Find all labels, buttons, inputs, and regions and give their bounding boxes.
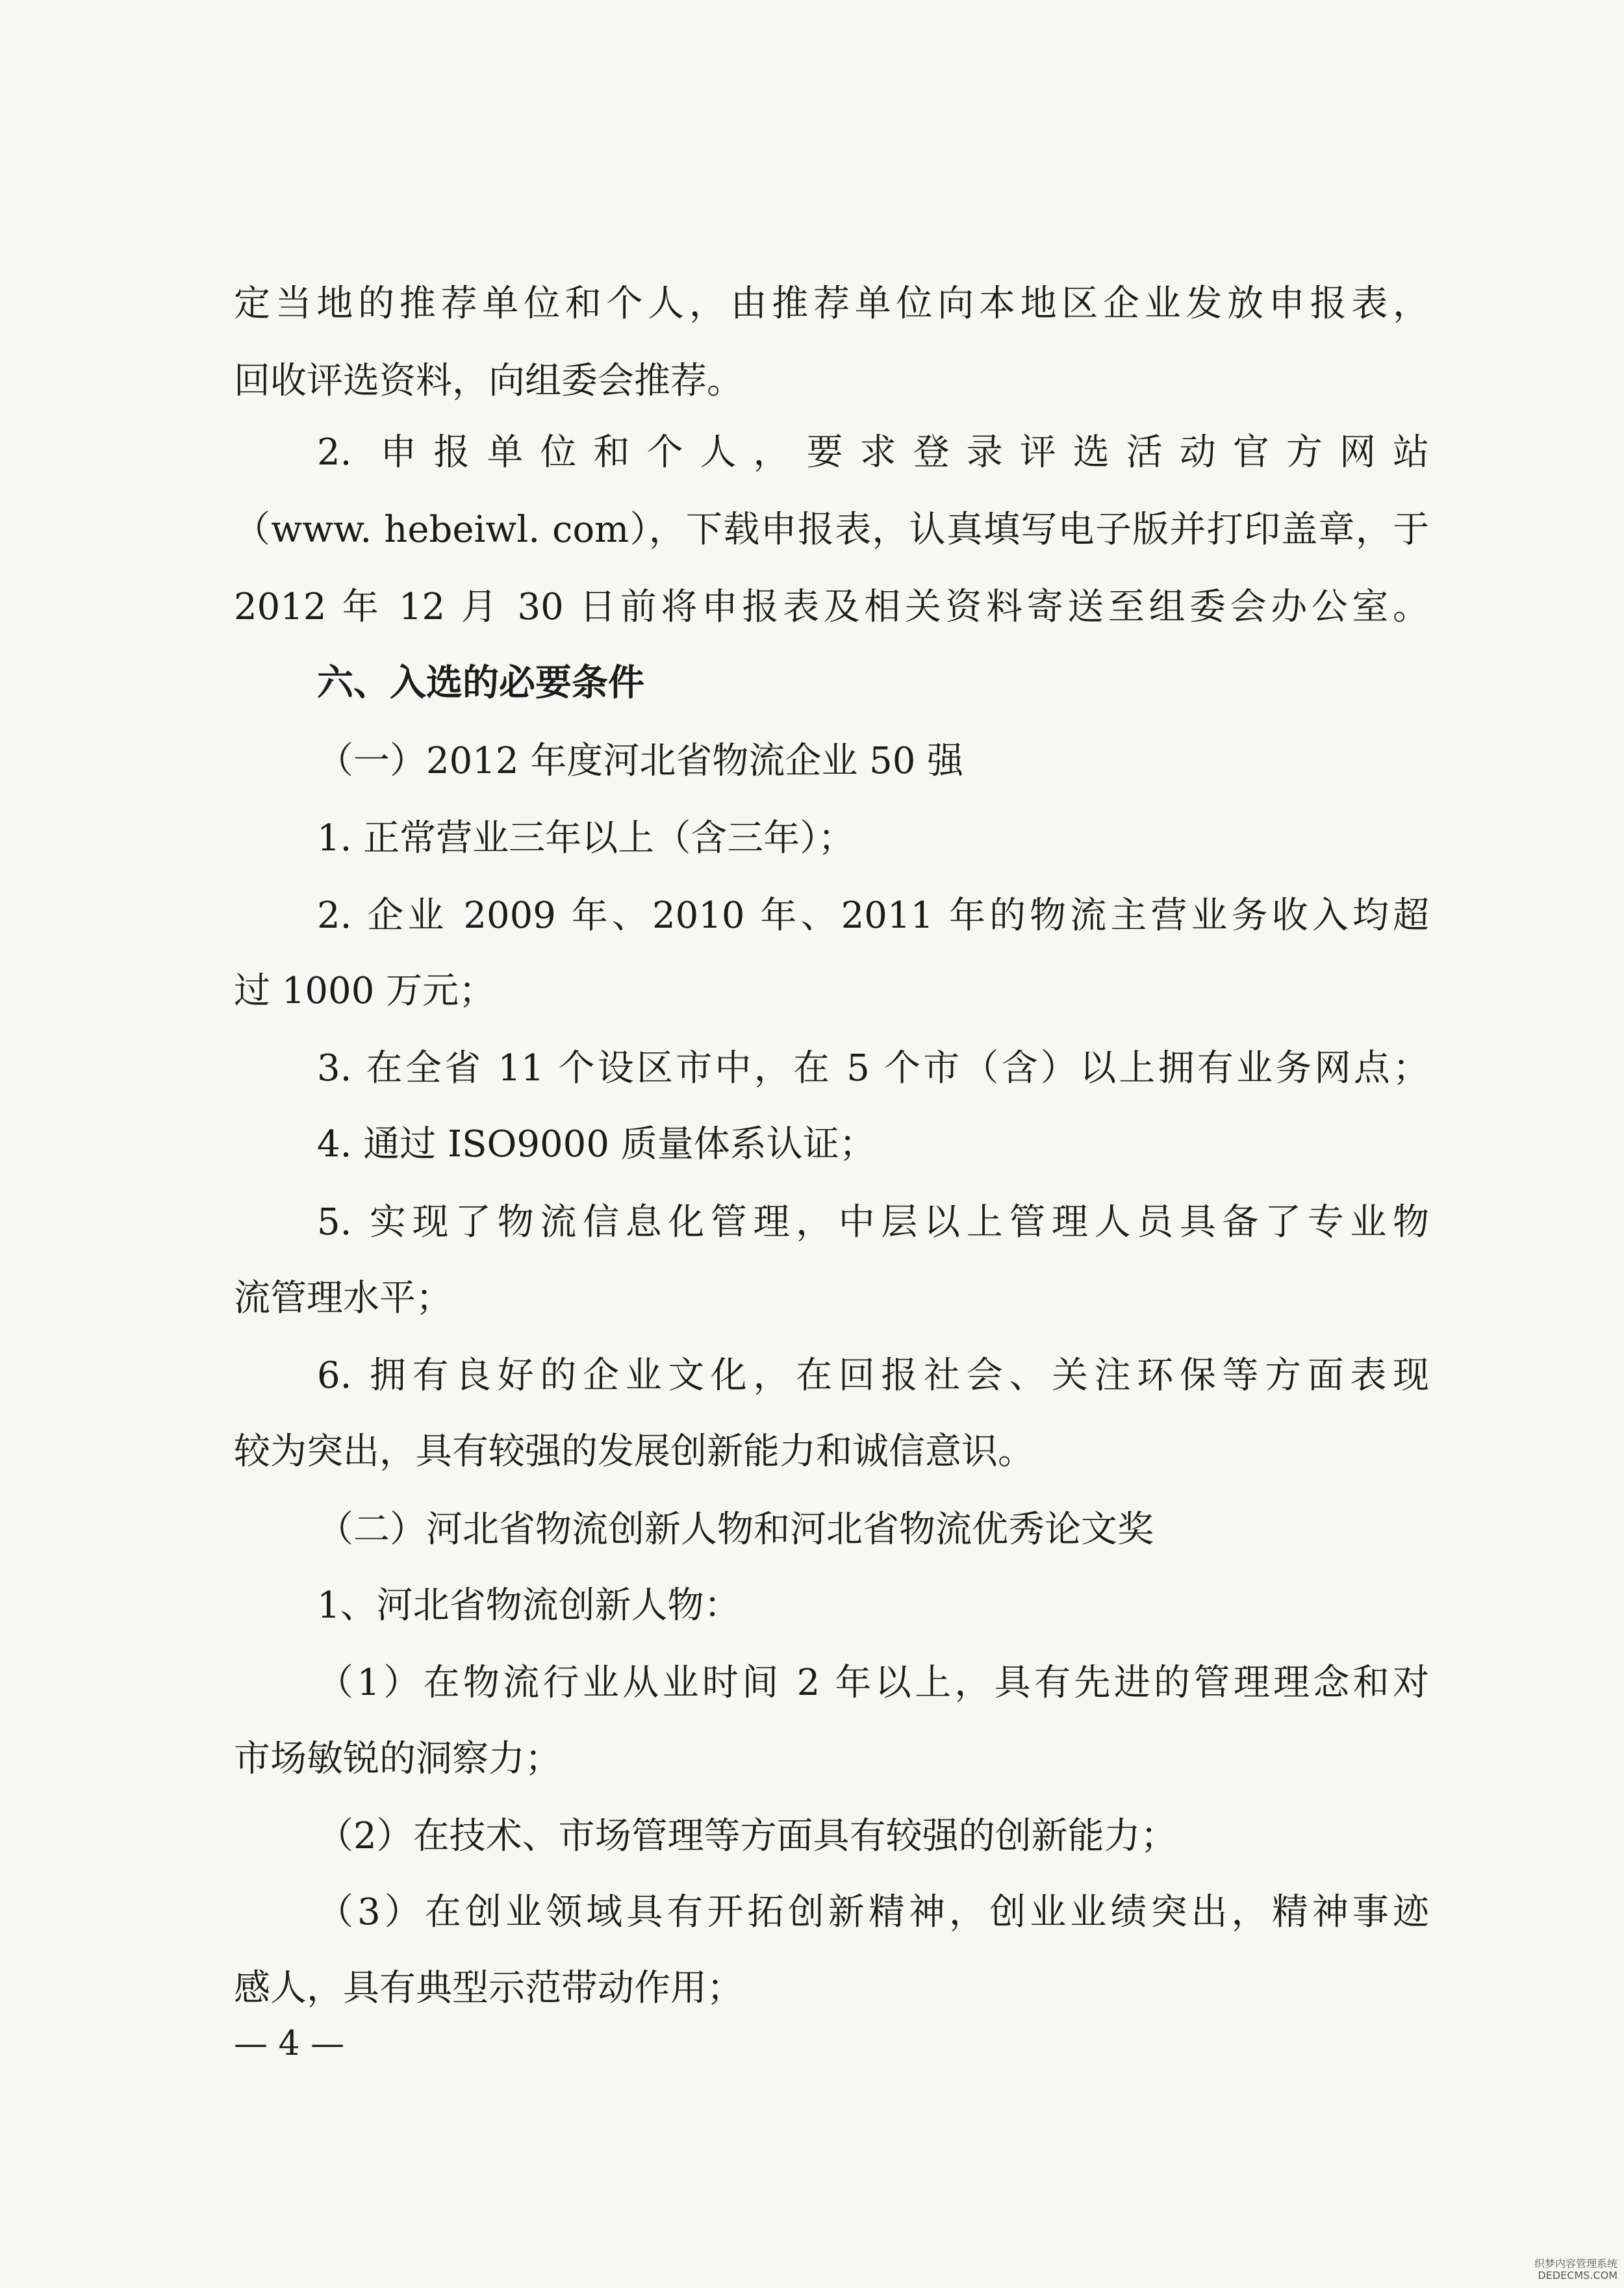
text-line-16: 较为突出，具有较强的发展创新能力和诚信意识。 (234, 1430, 1034, 1473)
page-number: — 4 — (234, 2024, 345, 2063)
watermark-domain: DEDECMS.COM (1538, 2269, 1618, 2282)
text-line-3: 2. 申报单位和个人，要求登录评选活动官方网站 (317, 431, 1429, 474)
text-line-18: 1、河北省物流创新人物： (317, 1584, 741, 1627)
section-heading: 六、入选的必要条件 (317, 662, 644, 704)
text-line-23: 感人，具有典型示范带动作用； (234, 1967, 743, 2009)
subsection-heading-1: （一）2012 年度河北省物流企业 50 强 (317, 740, 964, 782)
watermark (1534, 2258, 1618, 2282)
text-line-1: 定当地的推荐单位和个人，由推荐单位向本地区企业发放申报表， (234, 283, 1429, 325)
text-line-4: （www. hebeiwl. com），下载申报表，认真填写电子版并打印盖章，于 (234, 509, 1429, 551)
text-line-22: （3）在创业领域具有开拓创新精神，创业业绩突出，精神事迹 (317, 1891, 1429, 1933)
text-line-19: （1）在物流行业从业时间 2 年以上，具有先进的管理理念和对 (317, 1662, 1429, 1704)
text-line-15: 6. 拥有良好的企业文化，在回报社会、关注环保等方面表现 (317, 1354, 1429, 1397)
text-line-2: 回收评选资料，向组委会推荐。 (234, 360, 743, 402)
text-line-8: 1. 正常营业三年以上（含三年）； (317, 817, 855, 859)
text-line-12: 4. 通过 ISO9000 质量体系认证； (317, 1123, 876, 1165)
subsection-heading-2: （二）河北省物流创新人物和河北省物流优秀论文奖 (317, 1508, 1154, 1551)
text-line-11: 3. 在全省 11 个设区市中，在 5 个市（含）以上拥有业务网点； (317, 1047, 1429, 1089)
text-line-5: 2012 年 12 月 30 日前将申报表及相关资料寄送至组委会办公室。 (234, 586, 1429, 628)
text-line-9: 2. 企业 2009 年、2010 年、2011 年的物流主营业务收入均超 (317, 895, 1429, 937)
watermark-text: 织梦内容管理系统 (1534, 2257, 1618, 2270)
text-line-14: 流管理水平； (234, 1277, 452, 1319)
text-line-21: （2）在技术、市场管理等方面具有较强的创新能力； (317, 1815, 1177, 1857)
text-line-13: 5. 实现了物流信息化管理，中层以上管理人员具备了专业物 (317, 1201, 1429, 1243)
text-line-20: 市场敏锐的洞察力； (234, 1738, 561, 1780)
text-line-10: 过 1000 万元； (234, 970, 496, 1012)
